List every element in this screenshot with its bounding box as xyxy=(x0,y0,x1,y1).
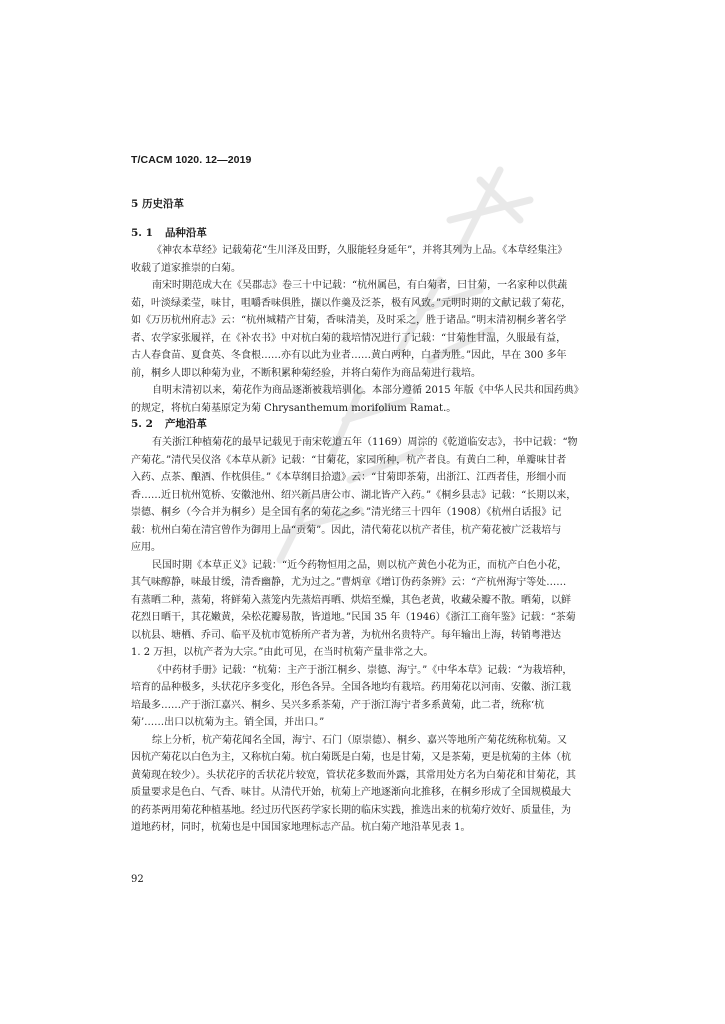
paragraph: 综上分析，杭产菊花闻名全国，海宁、石门（原崇德）、桐乡、嘉兴等地所产菊花统称杭菊。又 因杭产菊花以白色为主，又称杭白菊。杭白菊既是白菊，也是甘菊，又是茶菊，更是杭菊的主体（杭 黄菊现在较少）。头状花序的舌状花片较宽，管状花多数而外露，其常用处方名为白菊花和甘菊花，其 质量要求是色白、气香、味甘。从清代开始，杭菊上产地逐渐向北推移，在桐乡形成了全国规模最大 的药茶两用菊花种植基地。经过历代医药学家长期的临床实践，推选出来的杭菊疗效好、质量佳，为 道地药材，同时，杭菊也是中国国家地理标志产品。杭白菊产地沿革见表 1。 xyxy=(131,734,576,833)
subsection-title: 品种沿革 xyxy=(164,227,207,239)
paragraph: 民国时期《本草正义》记载：“近今药物恒用之品，则以杭产黄色小花为正，而杭产白色小花， 其气味醇静，味最甘缓，清香幽静，尤为过之。”曹炳章《增订伪药条辨》云：“产杭州海宁等处…… 有蒸晒二种，蒸菊，将鲜菊入蒸笼内先蒸焙再晒、烘焙至燥，其色老黄，收藏朵瓣不散。晒菊，以鲜 花烈日晒干，其花嫩黄，朵松花瓣易散，皆道地。”民国 35 年（1946）《浙江工商年鉴》记载：“茶菊 以杭县、塘栖、乔司、临平及杭市笕桥所产者为著，为杭州名贵特产。每年输出上海，转销粤港达 1. 2 万担，以杭产者为大宗。”由此可见，在当时杭菊产量非常之大。 xyxy=(131,559,576,658)
subsection-title: 产地沿革 xyxy=(164,418,207,430)
page-number: 92 xyxy=(131,874,144,885)
subsection-heading-5-2 xyxy=(131,416,207,431)
section-title: 5 历史沿革 xyxy=(131,198,184,210)
paragraph: 自明末清初以来，菊花作为商品逐渐被栽培驯化。本部分遵循 2015 年版《中华人民共和国药典》 的规定，将杭白菊基原定为菊 Chrysanthemum morifolium Ramat.。 xyxy=(131,385,584,414)
paragraph: 有关浙江种植菊花的最早记载见于南宋乾道五年（1169）周淙的《乾道临安志》，书中记载：“物 产菊花。”清代吴仪洛《本草从新》记载：“甘菊花，家园所种，杭产者良。有黄白二种，单瓣味甘者 入药、点茶、酿酒、作枕俱佳。”《本草纲目拾遗》云：“甘菊即茶菊，出浙江、江西者佳，形细小而 香……近日杭州笕桥、安徽池州、绍兴新昌唐公市、湖北皆产入药。”《桐乡县志》记载：“长期以来， 崇德、桐乡（今合并为桐乡）是全国有名的菊花之乡。”清光绪三十四年（1908）《杭州白话报》记 载：杭州白菊在清宫曾作为御用上品“贡菊”。因此，清代菊花以杭产者佳，杭产菊花被广泛栽培与 应用。 xyxy=(131,437,578,553)
subsection-heading-5-1 xyxy=(131,225,207,240)
subsection-body-5-1 xyxy=(131,242,597,417)
paragraph: 《神农本草经》记载菊花“生川泽及田野，久服能轻身延年”，并将其列为上品。《本草经集注》 收载了道家推崇的白菊。 xyxy=(131,245,568,274)
paragraph: 南宋时期范成大在《吴郡志》卷三十中记载：“杭州属邑，有白菊者，曰甘菊，一名家种以供蔬 茹，叶淡绿柔莹，味甘，咀嚼香味俱胜，撷以作羹及泛茶，极有风致。”元明时期的文献记载了菊花， 如《万历杭州府志》云：“杭州城精产甘菊，香味清美，及时采之，胜于诸品。”明末清初桐乡著名学 者、农学家张履祥，在《补农书》中对杭白菊的栽培情况进行了记载：“甘菊性甘温，久服最有益， 古人春食苗、夏食英、冬食根……亦有以此为业者……黄白两种，白者为胜。”因此，早在 300 多年 前，桐乡人即以种菊为业，不断积累种菊经验，并将白菊作为商品菊进行栽培。 xyxy=(131,280,572,379)
standard-code: T/CACM 1020. 12—2019 xyxy=(131,154,252,166)
subsection-number: 5. 1 xyxy=(131,227,153,239)
paragraph: 《中药材手册》记载：“杭菊：主产于浙江桐乡、崇德、海宁。”《中华本草》记载：“为栽培种， 培育的品种极多，头状花序多变化，形色各异。全国各地均有栽培。药用菊花以河南、安徽、浙江栽 培最多……产于浙江嘉兴、桐乡、吴兴多系茶菊，产于浙江海宁者多系黄菊，此二者，统称‘杭 菊’……出口以杭菊为主。销全国，并出口。” xyxy=(131,664,573,728)
subsection-number: 5. 2 xyxy=(131,418,153,430)
subsection-body-5-2 xyxy=(131,434,597,837)
